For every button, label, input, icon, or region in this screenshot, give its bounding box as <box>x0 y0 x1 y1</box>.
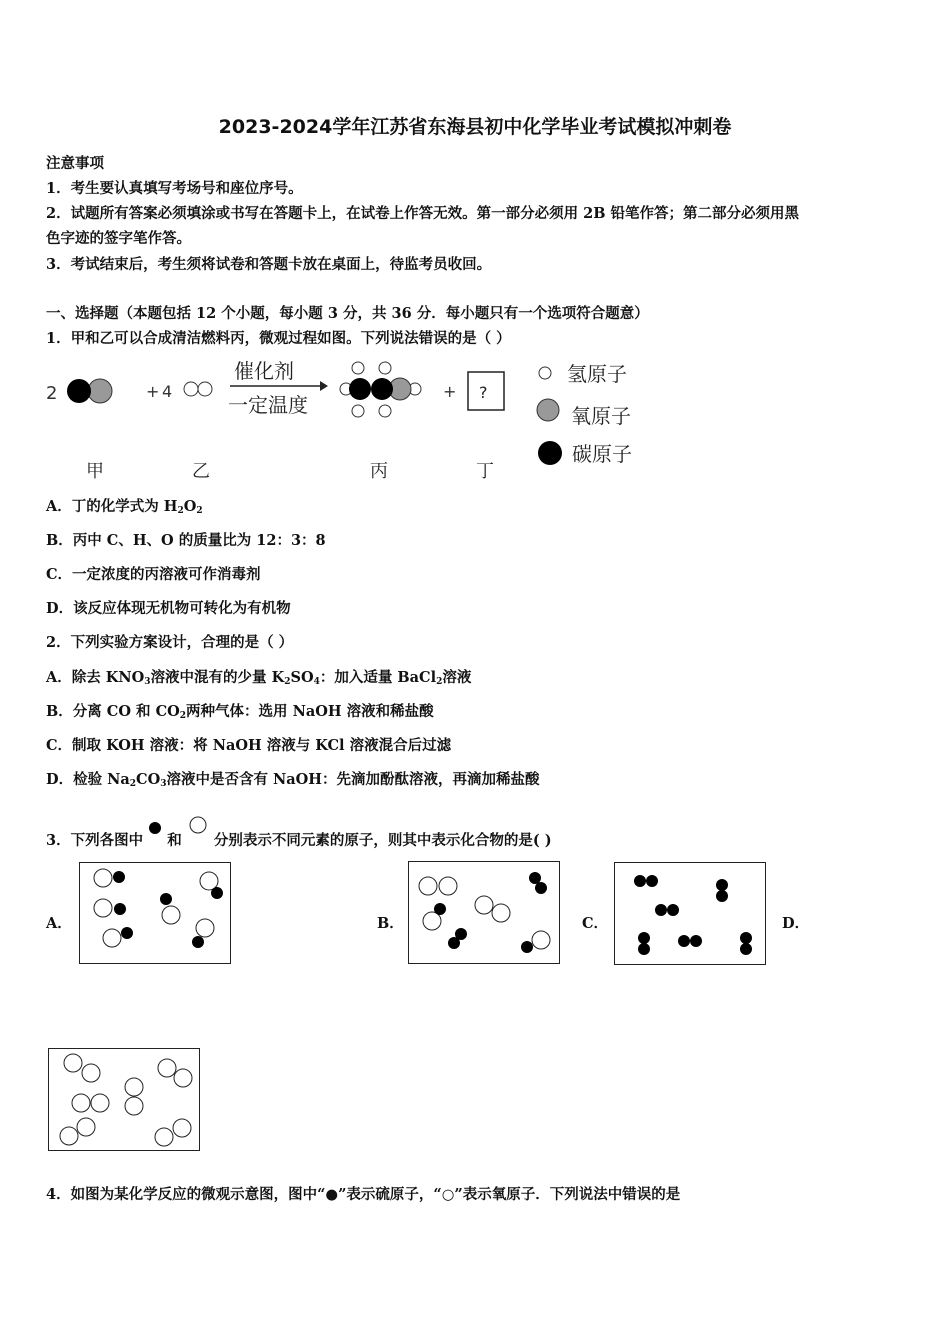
oxygen-legend-icon <box>537 399 559 421</box>
legend-carbon: 碳原子 <box>572 442 632 466</box>
notice-heading: 注意事项 <box>46 155 104 172</box>
notice-item: 3．考试结束后，考生须将试卷和答题卡放在桌面上，待监考员收回。 <box>46 256 492 273</box>
hydrogen-atom-icon <box>198 382 212 396</box>
plus-sign: + <box>146 382 160 401</box>
condition-label: 一定温度 <box>228 393 308 417</box>
arrow-head-icon <box>320 381 328 391</box>
catalyst-label: 催化剂 <box>234 359 294 383</box>
coefficient-2: 2 <box>46 383 58 404</box>
notice-item: 色字迹的签字笔作答。 <box>46 230 191 247</box>
notice-item: 1．考生要认真填写考场号和座位序号。 <box>46 180 303 197</box>
question-2-stem: 2．下列实验方案设计，合理的是（ ） <box>46 634 294 651</box>
question-1-option-d: D．该反应体现无机物可转化为有机物 <box>46 600 291 617</box>
white-atom-icon <box>187 815 209 837</box>
hydrogen-legend-icon <box>539 367 551 379</box>
reaction-diagram <box>40 355 660 485</box>
option-a-particle-box <box>79 862 232 965</box>
question-2-option-b: B．分离 CO 和 $CO_2$两种气体：选用 NaOH 溶液和稀盐酸 <box>46 703 434 721</box>
label-ding: 丁 <box>476 461 494 482</box>
question-3-option-d-label: D． <box>782 915 810 932</box>
label-bing: 丙 <box>370 461 388 482</box>
legend-hydrogen: 氢原子 <box>567 362 627 386</box>
question-1-option-c: C．一定浓度的丙溶液可作消毒剂 <box>46 566 261 583</box>
question-3-option-a-label: A． <box>46 915 72 932</box>
option-b-particle-box <box>408 861 561 965</box>
question-2-option-c: C．制取 KOH 溶液：将 NaOH 溶液与 KCl 溶液混合后过滤 <box>46 737 452 754</box>
label-yi: 乙 <box>192 461 210 482</box>
coefficient-4: 4 <box>162 382 173 401</box>
legend-oxygen: 氧原子 <box>571 404 631 428</box>
question-1-option-b: B．丙中 C、H、O 的质量比为 12：3：8 <box>46 532 326 549</box>
oxygen-atom-icon <box>88 379 112 403</box>
plus-sign: + <box>443 382 457 401</box>
notice-item: 2．试题所有答案必须填涂或书写在答题卡上，在试卷上作答无效。第一部分必须用 2B 铅笔作答；第二部分必须用黑 <box>46 205 800 222</box>
question-4-stem: 4．如图为某化学反应的微观示意图，图中“●”表示硫原子，“○”表示氧原子．下列说法中错误的是 <box>46 1186 681 1203</box>
question-2-option-d: D．检验 $Na_2CO_3$溶液中是否含有 NaOH：先滴加酚酞溶液，再滴加稀盐酸 <box>46 771 540 789</box>
question-1-option-a: A．丁的化学式为 $H_2O_2$ <box>46 498 203 516</box>
question-3-option-b-label: B． <box>377 915 404 932</box>
carbon-atom-icon <box>67 379 91 403</box>
question-2-option-a: A．除去 $KNO_3$溶液中混有的少量 $K_2SO_4$：加入适量 BaCl$_2$溶液 <box>46 669 472 687</box>
option-d-particle-box <box>48 1048 201 1152</box>
option-c-particle-box <box>614 862 767 966</box>
ethanol-molecule <box>340 362 421 417</box>
label-jia: 甲 <box>86 461 104 482</box>
page-title: 2023-2024学年江苏省东海县初中化学毕业考试模拟冲刺卷 <box>218 116 732 138</box>
section-heading: 一、选择题（本题包括 12 个小题，每小题 3 分，共 36 分．每小题只有一个选项符合题意） <box>46 305 649 322</box>
question-3-stem: 3．下列各图中 和 分别表示不同元素的原子，则其中表示化合物的是( ) <box>46 815 552 850</box>
black-atom-icon <box>148 821 162 839</box>
carbon-legend-icon <box>538 441 562 465</box>
question-1-stem: 1．甲和乙可以合成清洁燃料丙，微观过程如图。下列说法错误的是（ ） <box>46 330 511 347</box>
hydrogen-atom-icon <box>184 382 198 396</box>
question-3-option-c-label: C． <box>582 915 609 932</box>
unknown-mark: ? <box>479 383 488 402</box>
